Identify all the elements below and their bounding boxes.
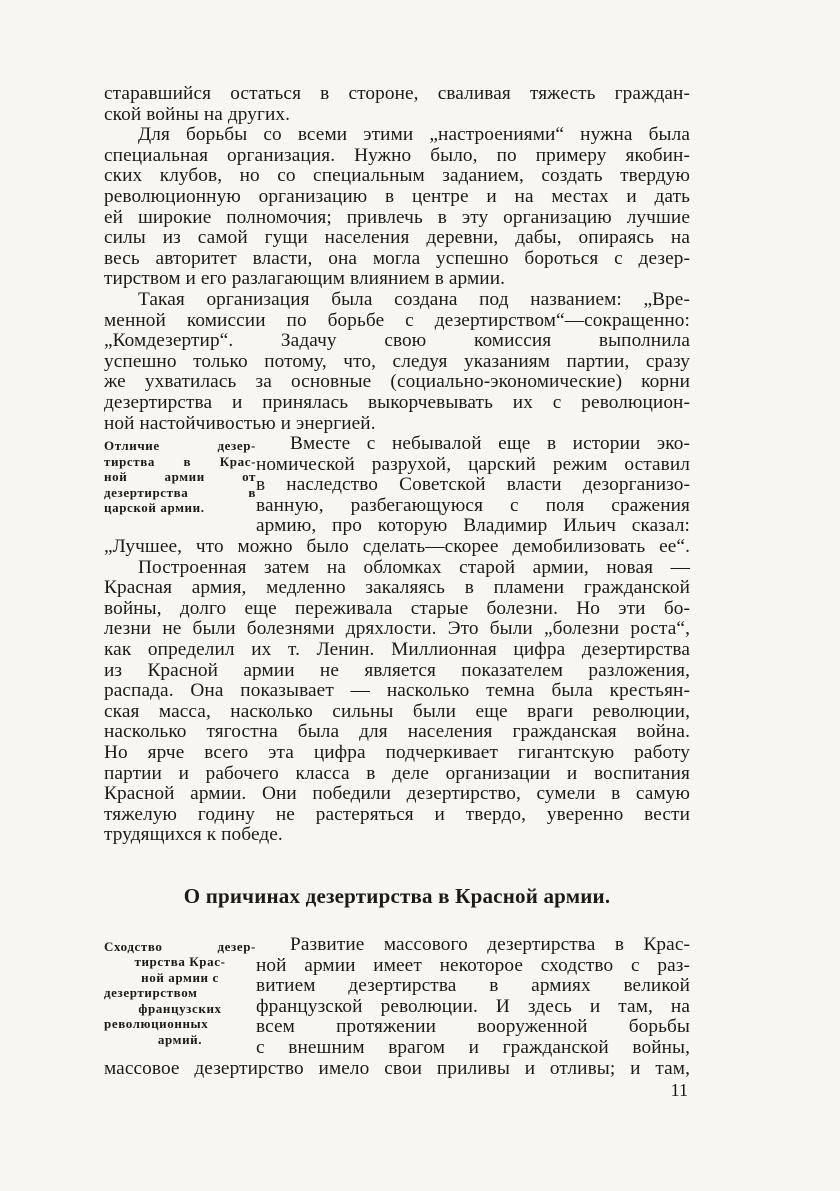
margin-note-line: французских xyxy=(138,1000,222,1016)
margin-note-line: дезертирством xyxy=(104,985,198,1001)
text-line: ской войны на других. xyxy=(104,103,291,125)
margin-note-line: дезертирства в xyxy=(104,484,256,500)
paragraph-4-block xyxy=(104,434,690,537)
text-line: старавшийся остаться в стороне, сваливая тяжесть граждан- xyxy=(104,83,690,104)
text-line: тирством и его разлагающим влиянием в армии. xyxy=(104,268,506,290)
text-line: массовое дезертирство имело свои приливы и отливы; и там, xyxy=(104,1057,690,1079)
text-line: ей широкие полномочия; привлечь в эту организацию лучшие xyxy=(104,206,690,228)
margin-note-line: ной армии от xyxy=(104,469,256,485)
text-line: тяжелую годину не растеряться и твердо, уверенно вести xyxy=(104,803,690,825)
text-line: Красная армия, медленно закаляясь в пламени гражданской xyxy=(104,577,690,599)
margin-note-line: Сходство дезер- xyxy=(104,938,256,954)
text-line: трудящихся к победе. xyxy=(104,824,283,846)
text-line: Но ярче всего эта цифра подчеркивает гигантскую работу xyxy=(104,742,690,763)
margin-note-1 xyxy=(104,438,256,516)
text-line: дезертирства и принялась выкорчевывать их с революцион- xyxy=(104,391,690,413)
text-line: успешно только потому, что, следуя указаниям партии, сразу xyxy=(104,350,690,372)
paragraph-1 xyxy=(104,84,690,125)
text-line: французской революции. И здесь и там, на xyxy=(256,995,690,1017)
margin-note-line: тирства в Крас- xyxy=(104,453,256,469)
paragraph-5 xyxy=(104,558,690,846)
margin-note-line: царской армии. xyxy=(104,500,205,516)
margin-note-line: армий. xyxy=(157,1031,203,1047)
section-heading: О причинах дезертирства в Красной армии. xyxy=(183,883,611,908)
margin-note-2 xyxy=(104,939,256,1048)
text-line: партии и рабочего класса в деле организации и воспитания xyxy=(104,762,690,784)
text-line: Вместе с небывалой еще в истории эко- xyxy=(290,433,690,455)
text-line: распада. Она показывает — насколько темна была крестьян- xyxy=(104,680,690,702)
text-line: Развитие массового дезертирства в Крас- xyxy=(290,933,690,955)
text-line: ванную, разбегающуюся с поля сражения xyxy=(256,494,690,516)
text-line: же ухватилась за основные (социально-экономические) корни xyxy=(104,371,690,393)
text-line: „Лучшее, что можно было сделать—скорее демобилизовать ее“. xyxy=(104,536,690,558)
page-number: 11 xyxy=(670,1080,688,1100)
text-line: специальная организация. Нужно было, по примеру якобин- xyxy=(104,144,690,166)
margin-note-line: революционных xyxy=(104,1016,209,1032)
margin-note-line: тирства Крас- xyxy=(134,954,226,970)
text-line: в наследство Советской власти дезорганизо- xyxy=(256,474,690,496)
text-line: витием дезертирства в армиях великой xyxy=(256,975,690,997)
text-line: ной настойчивостью и энергией. xyxy=(104,412,376,434)
text-line: Такая организация была создана под названием: „Вре- xyxy=(138,288,690,310)
text-line: Для борьбы со всеми этими „настроениями“ нужна была xyxy=(138,124,690,146)
text-line: с внешним врагом и гражданской войны, xyxy=(256,1036,690,1058)
text-line: армию, про которую Владимир Ильич сказал: xyxy=(256,515,690,537)
text-line: войны, долго еще переживала старые болезни. Но эти бо- xyxy=(104,597,690,619)
margin-note-line: ной армии с xyxy=(141,969,219,985)
text-line: весь авторитет власти, она могла успешно бороться с дезер- xyxy=(104,247,690,269)
text-line: из Красной армии не является показателем разложения, xyxy=(104,659,690,681)
text-line: „Комдезертир“. Задачу свою комиссия выполнила xyxy=(104,330,690,352)
text-line: как определил их т. Ленин. Миллионная цифра дезертирства xyxy=(104,639,690,661)
text-line: ская масса, насколько сильны были еще враги революции, xyxy=(104,700,690,722)
paragraph-2 xyxy=(104,125,690,290)
text-line: номической разрухой, царский режим оставил xyxy=(256,453,690,475)
text-line: Красной армии. Они победили дезертирство, сумели в самую xyxy=(104,783,690,805)
page-body xyxy=(104,84,690,1079)
paragraph-6-block xyxy=(104,935,690,1059)
text-line: ной армии имеет некоторое сходство с раз- xyxy=(256,954,690,976)
text-line: всем протяжении вооруженной борьбы xyxy=(256,1016,690,1038)
paragraph-6-side xyxy=(256,935,690,1059)
margin-note-line: Отличие дезер- xyxy=(104,438,256,454)
text-line: менной комиссии по борьбе с дезертирством“—сокращенно: xyxy=(104,309,690,331)
text-line: лезни не были болезнями дряхлости. Это были „болезни роста“, xyxy=(104,618,690,640)
paragraph-3 xyxy=(104,290,690,434)
paragraph-4-side xyxy=(256,434,690,537)
text-line: насколько тягостна была для населения гражданская война. xyxy=(104,721,690,743)
text-line: революционную организацию в центре и на местах и дать xyxy=(104,185,690,207)
text-line: Построенная затем на обломках старой армии, новая — xyxy=(138,556,690,578)
text-line: силы из самой гущи населения деревни, дабы, опираясь на xyxy=(104,227,690,249)
text-line: ских клубов, но со специальным заданием, создать твердую xyxy=(104,165,690,187)
